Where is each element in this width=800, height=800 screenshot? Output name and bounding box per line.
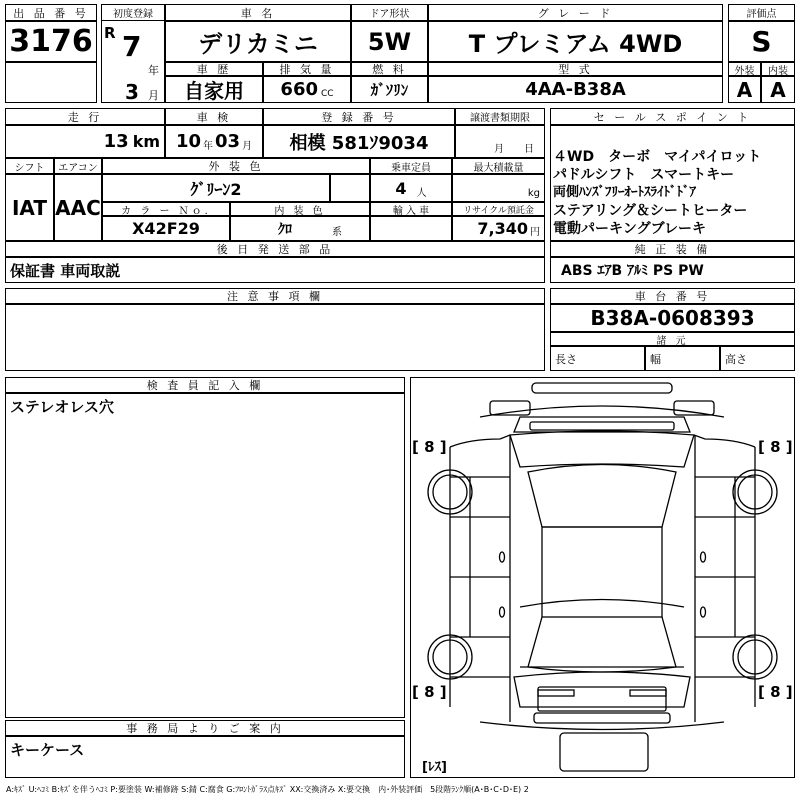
car-name: デリカミニ xyxy=(165,21,351,62)
inspection-month: 03 xyxy=(215,131,241,152)
office-note: キーケース xyxy=(10,741,85,759)
spare-tire-label: [ﾚｽ] xyxy=(422,760,447,775)
interior-header: 内装 xyxy=(761,62,795,76)
recycle-cell xyxy=(452,216,545,241)
color-no-header: カ ラ ー Ｎｏ. xyxy=(102,202,230,216)
car-diagram xyxy=(410,377,795,778)
lot-no-blank xyxy=(5,62,97,103)
notes-area xyxy=(5,304,545,371)
lot-no: 3176 xyxy=(5,21,97,62)
mileage-header: 走 行 xyxy=(5,108,165,125)
fuel-header: 燃 料 xyxy=(351,62,428,76)
left-side-outline xyxy=(450,435,510,707)
sales-points-list xyxy=(550,125,795,241)
int-color: ｸﾛ xyxy=(278,221,292,238)
mileage-cell xyxy=(5,125,165,158)
inspector-note: ステレオレス穴 xyxy=(10,398,114,416)
grade: T プレミアム 4WD xyxy=(428,21,723,62)
capacity-unit: 人 xyxy=(416,187,427,199)
door-handle-left-front xyxy=(500,552,505,562)
plate-header: 登 録 番 号 xyxy=(263,108,455,125)
rear-window xyxy=(528,617,676,672)
int-color-unit: 系 xyxy=(332,227,342,238)
import-blank xyxy=(370,216,452,241)
notes-header: 注 意 事 項 欄 xyxy=(5,288,545,304)
inspection-year: 10 xyxy=(175,131,201,152)
model-code-header: 型 式 xyxy=(428,62,723,76)
door-handle-right-front xyxy=(701,552,706,562)
first-reg-month: 3 xyxy=(125,80,139,104)
score: S xyxy=(728,21,795,62)
score-header: 評価点 xyxy=(728,4,795,21)
door-handle-right-rear xyxy=(701,607,706,617)
capacity-header: 乗車定員 xyxy=(370,158,452,174)
int-color-cell xyxy=(230,216,370,241)
office-header: 事 務 局 よ り ご 案 内 xyxy=(5,720,405,736)
rear-bumper xyxy=(534,713,670,723)
genuine-equipment: ABS ｴｱB ｱﾙﾐ PS PW xyxy=(550,257,795,283)
capacity: 4 xyxy=(395,178,407,198)
first-reg-year: 7 xyxy=(122,30,142,63)
grille xyxy=(530,422,674,430)
office-area xyxy=(5,736,405,778)
model-code: 4AA-B38A xyxy=(428,76,723,103)
int-color-header: 内 装 色 xyxy=(230,202,370,216)
later-parts: 保証書 車両取説 xyxy=(5,257,545,283)
recycle-unit: 円 xyxy=(530,227,540,238)
tire-depth-front-left: [ 8 ] xyxy=(412,438,447,456)
spec-width: 幅 xyxy=(645,346,720,371)
sales-point: ４WD ターボ マイパイロット xyxy=(553,149,762,165)
genuine-header: 純 正 装 備 xyxy=(550,241,795,257)
first-reg-era: R xyxy=(104,24,116,42)
chassis-number: B38A-0608393 xyxy=(550,304,795,332)
sales-point: 両側ﾊﾝｽﾞﾌﾘｰｵｰﾄｽﾗｲﾄﾞﾄﾞｱ xyxy=(553,185,697,200)
displacement-unit: CC xyxy=(321,88,334,99)
transfer-cell xyxy=(455,125,545,158)
right-side-outline xyxy=(694,435,755,707)
interior-score: A xyxy=(761,76,795,103)
door-header: ドア形状 xyxy=(351,4,428,21)
first-reg-year-unit: 年 xyxy=(148,64,159,77)
lot-no-header: 出 品 番 号 xyxy=(5,4,97,21)
legend: A:ｷｽﾞ U:ﾍｺﾐ B:ｷｽﾞを伴うﾍｺﾐ P:要塗装 W:補修跡 S:錆 C:腐食 G:ﾌﾛﾝﾄｶﾞﾗｽ点ｷｽﾞ XX:交換済み X:要交換 内･外装評価 5段階ﾗﾝｸ順(A･B･C･D･E) 2 xyxy=(6,785,529,794)
ext-color-blank xyxy=(330,174,370,202)
displacement-header: 排 気 量 xyxy=(263,62,351,76)
chassis-header: 車 台 番 号 xyxy=(550,288,795,304)
inspection-header: 車 検 xyxy=(165,108,263,125)
inspector-area xyxy=(5,393,405,718)
transfer-header: 譲渡書類期限 xyxy=(455,108,545,125)
sales-point: パドルシフト スマートキー xyxy=(553,167,735,183)
recycle-header: リサイクル預託金 xyxy=(452,202,545,216)
first-reg-header: 初度登録 xyxy=(101,4,165,21)
history: 自家用 xyxy=(165,76,263,103)
hood xyxy=(510,431,694,467)
aircon-header: エアコン xyxy=(54,158,102,174)
tire-depth-front-right: [ 8 ] xyxy=(758,438,793,456)
front-bumper-top xyxy=(532,383,672,393)
inspection-month-unit: 月 xyxy=(242,141,253,152)
grade-header: グ レ ー ド xyxy=(428,4,723,21)
first-reg-month-unit: 月 xyxy=(148,89,159,102)
spec-length: 長さ xyxy=(550,346,645,371)
mileage: 13 xyxy=(103,131,129,152)
max-load-unit: kg xyxy=(452,174,545,202)
color-no: X42F29 xyxy=(102,216,230,241)
capacity-cell xyxy=(370,174,452,202)
tire-depth-rear-right: [ 8 ] xyxy=(758,683,793,701)
door-handle-left-rear xyxy=(500,607,505,617)
transfer-day-unit: 日 xyxy=(524,144,534,155)
plate: 相模 581ｿ9034 xyxy=(263,125,455,158)
ext-color-header: 外 装 色 xyxy=(102,158,370,174)
import-header: 輸 入 車 xyxy=(370,202,452,216)
mileage-unit: km xyxy=(132,132,160,151)
spec-height: 高さ xyxy=(720,346,795,371)
history-header: 車 歴 xyxy=(165,62,263,76)
ext-color: ｸﾞﾘｰﾝ2 xyxy=(102,174,330,202)
door-type: 5W xyxy=(351,21,428,62)
max-load-header: 最大積載量 xyxy=(452,158,545,174)
displacement: 660 xyxy=(280,79,318,100)
sales-point: 電動パーキングブレーキ xyxy=(553,221,707,237)
shift: IAT xyxy=(5,174,54,241)
spare-tire-area xyxy=(560,733,648,771)
rear-lamp-left xyxy=(538,690,574,696)
rear-panel xyxy=(520,600,684,668)
sales-points-header: セ ー ル ス ポ イ ン ト xyxy=(550,108,795,125)
car-name-header: 車 名 xyxy=(165,4,351,21)
displacement-cell xyxy=(263,76,351,103)
roof xyxy=(542,527,662,617)
recycle: 7,340 xyxy=(477,219,528,238)
inspection-cell xyxy=(165,125,263,158)
fuel: ｶﾞｿﾘﾝ xyxy=(351,76,428,103)
exterior-header: 外装 xyxy=(728,62,761,76)
rear-lamp-right xyxy=(630,690,666,696)
sales-point: ステアリング＆シートヒーター xyxy=(553,203,748,219)
exterior-score: A xyxy=(728,76,761,103)
aircon: AAC xyxy=(54,174,102,241)
specs-header: 諸 元 xyxy=(550,332,795,346)
transfer-month-unit: 月 xyxy=(494,144,504,155)
windshield xyxy=(528,465,676,528)
tire-depth-rear-left: [ 8 ] xyxy=(412,683,447,701)
later-parts-header: 後 日 発 送 部 品 xyxy=(5,241,545,257)
inspector-header: 検 査 員 記 入 欄 xyxy=(5,377,405,393)
shift-header: シフト xyxy=(5,158,54,174)
inspection-year-unit: 年 xyxy=(203,141,213,152)
